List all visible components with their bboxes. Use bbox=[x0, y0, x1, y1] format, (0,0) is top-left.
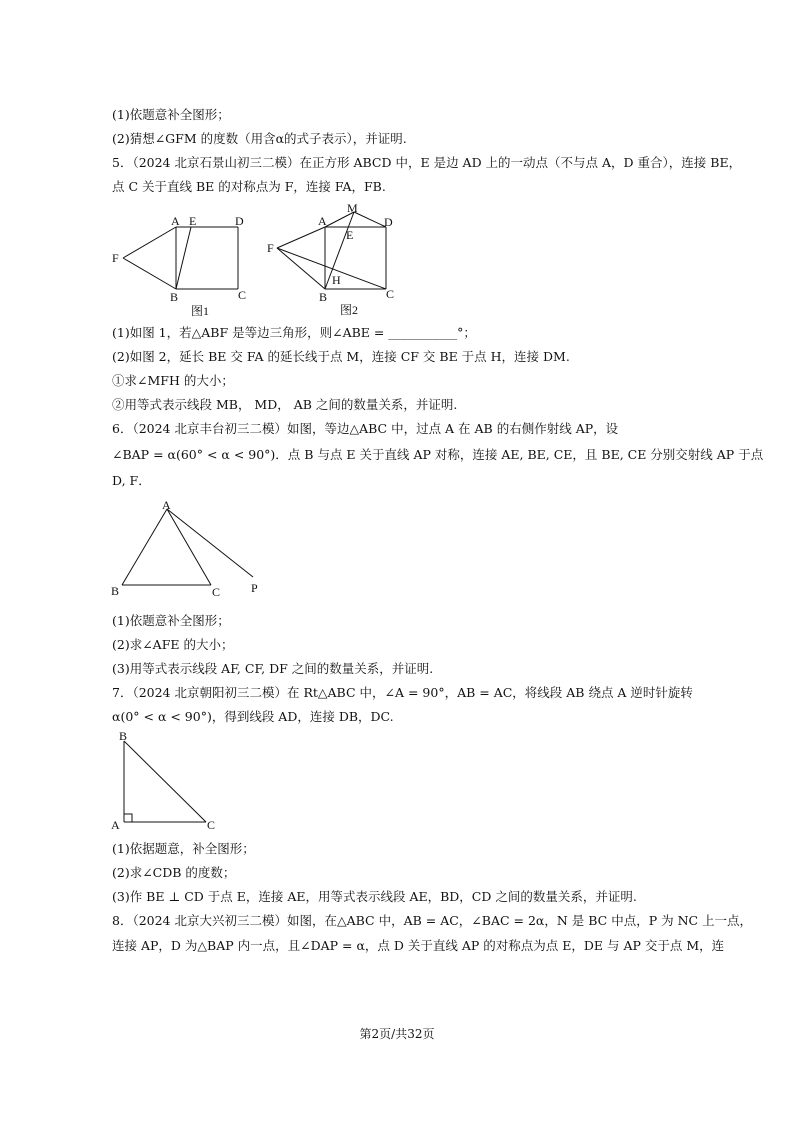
question-5-part-2a: ①求∠MFH 的大小； bbox=[112, 373, 234, 388]
question-8-stem-line-2: 连接 AP，D 为△BAP 内一点，且∠DAP = α，点 D 关于直线 AP 的对称点为点 E，DE 与 AP 交于点 M，连 bbox=[112, 938, 725, 953]
question-7-stem-line-1: 7．（2024 北京朝阳初三二模）在 Rt△ABC 中，∠A = 90°，AB = AC，将线段 AB 绕点 A 逆时针旋转 bbox=[112, 685, 693, 700]
fig2-label-b: B bbox=[319, 290, 328, 304]
page-footer: 第2页/共32页 bbox=[359, 1027, 435, 1041]
question-8-stem-line-1: 8．（2024 北京大兴初三二模）如图，在△ABC 中，AB = AC，∠BAC = 2α，N 是 BC 中点，P 为 NC 上一点， bbox=[112, 913, 753, 928]
fig6-label-a: A bbox=[162, 498, 171, 512]
question-6-stem-line-3: D, F． bbox=[112, 473, 151, 488]
question-5-part-1: (1)如图 1，若△ABF 是等边三角形，则∠ABE = ___________°； bbox=[112, 325, 476, 340]
fig6-label-b: B bbox=[111, 584, 120, 598]
fig2-label-h: H bbox=[332, 273, 341, 287]
question-6-part-2: (2)求∠AFE 的大小； bbox=[112, 637, 234, 652]
fig1-label-a: A bbox=[171, 214, 180, 228]
fig1-caption: 图1 bbox=[191, 304, 210, 318]
fig2-label-e: E bbox=[346, 228, 354, 242]
fig1-label-d: D bbox=[235, 214, 244, 228]
fig1-label-f: F bbox=[112, 251, 119, 265]
figure-6 bbox=[105, 495, 275, 605]
fig1-label-c: C bbox=[238, 288, 247, 302]
question-6-stem-line-1: 6．（2024 北京丰台初三二模）如图，等边△ABC 中，过点 A 在 AB 的右侧作射线 AP，设 bbox=[112, 421, 619, 436]
fig2-caption: 图2 bbox=[340, 303, 359, 317]
question-4-part-2: (2)猜想∠GFM 的度数（用含α的式子表示），并证明. bbox=[112, 131, 407, 146]
question-5-part-2b: ②用等式表示线段 MB， MD， AB 之间的数量关系，并证明. bbox=[112, 397, 458, 412]
question-4-part-1: (1)依题意补全图形； bbox=[112, 107, 230, 122]
question-7-part-1: (1)依据题意，补全图形； bbox=[112, 841, 255, 856]
question-6-part-3: (3)用等式表示线段 AF, CF, DF 之间的数量关系，并证明. bbox=[112, 661, 434, 676]
figure-5-2 bbox=[262, 200, 407, 320]
question-7-stem-line-2: α(0° < α < 90°)，得到线段 AD，连接 DB，DC. bbox=[112, 709, 394, 724]
question-6-stem-line-2: ∠BAP = α(60° < α < 90°)．点 B 与点 E 关于直线 AP 对称，连接 AE, BE, CE，且 BE, CE 分别交射线 AP 于点 bbox=[112, 447, 764, 462]
question-5-stem-line-2: 点 C 关于直线 BE 的对称点为 F，连接 FA，FB. bbox=[112, 179, 386, 194]
fig2-label-d: D bbox=[384, 215, 393, 229]
fig1-label-b: B bbox=[170, 290, 179, 304]
fig7-label-b: B bbox=[119, 729, 128, 743]
fig7-label-a: A bbox=[111, 818, 120, 832]
fig2-label-m: M bbox=[347, 201, 358, 215]
figure-5-1 bbox=[105, 205, 265, 320]
fig2-label-c: C bbox=[386, 287, 395, 301]
question-5-stem-line-1: 5．（2024 北京石景山初三二模）在正方形 ABCD 中，E 是边 AD 上的一动点（不与点 A，D 重合），连接 BE， bbox=[112, 155, 742, 170]
question-7-part-3: (3)作 BE ⊥ CD 于点 E，连接 AE，用等式表示线段 AE，BD，CD 之间的数量关系，并证明. bbox=[112, 889, 637, 904]
fig6-label-c: C bbox=[212, 585, 221, 599]
fig1-label-e: E bbox=[189, 214, 197, 228]
question-5-part-2: (2)如图 2，延长 BE 交 FA 的延长线于点 M，连接 CF 交 BE 于点 H，连接 DM. bbox=[112, 349, 570, 364]
fig2-label-a: A bbox=[318, 214, 327, 228]
figure-7 bbox=[105, 725, 235, 835]
fig7-label-c: C bbox=[207, 818, 216, 832]
question-7-part-2: (2)求∠CDB 的度数； bbox=[112, 865, 236, 880]
fig2-label-f: F bbox=[267, 241, 274, 255]
fig6-label-p: P bbox=[251, 581, 258, 595]
question-6-part-1: (1)依题意补全图形； bbox=[112, 613, 230, 628]
